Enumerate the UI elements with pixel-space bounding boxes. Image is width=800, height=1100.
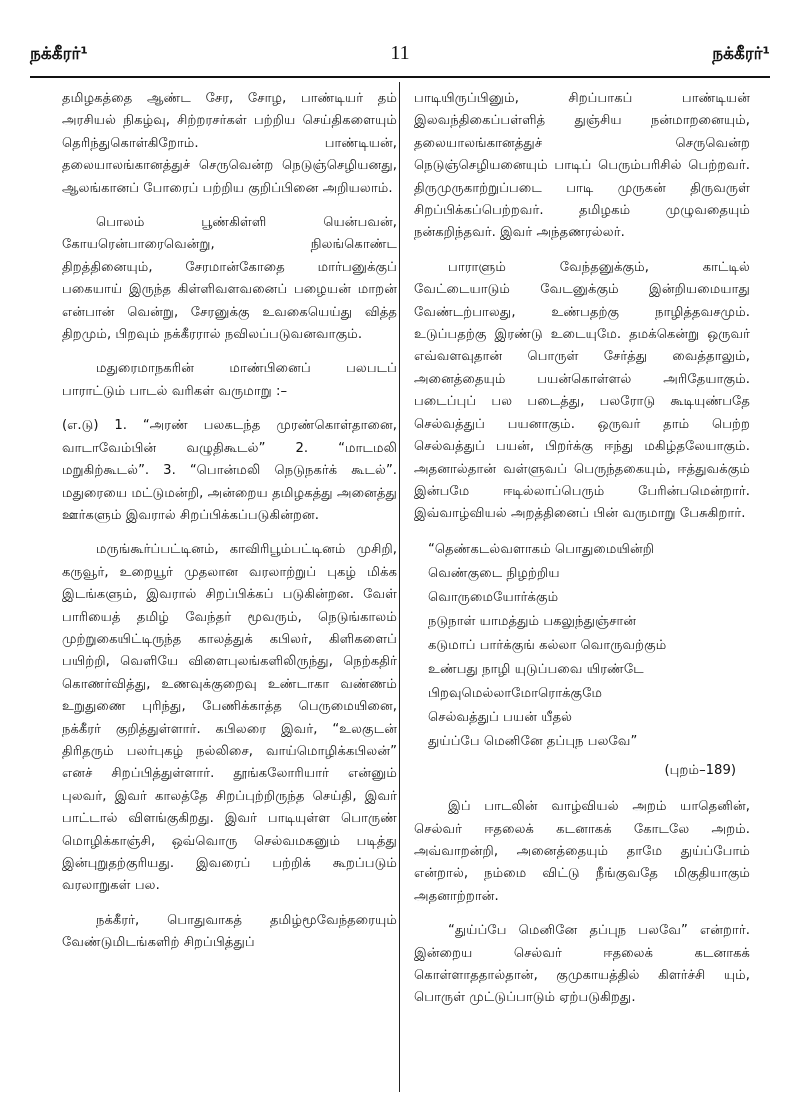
verse-line: “தெண்கடல்வளாகம் பொதுமையின்றி: [428, 541, 655, 557]
paragraph: பாராளும் வேந்தனுக்கும், காட்டில் வேட்டையாடும் வேடனுக்கும் இன்றியமையாது வேண்டற்பாலது, உண்பதற்கு நாழித்தவசமும். உடுப்பதற்கு இரண்டு உடையுமே. தமக்கென்று ஒருவர் எவ்வளவுதான் பொருள் சேர்த்து வைத்தாலும், அனைத்தையும் பயன்கொள்ளல் அரிதேயாகும். படைப்புப் பல படைத்து, பலரோடு கூடியுண்பதே செல்வத்துப் பயனாகும். ஒருவர் தாம் பெற்ற செல்வத்துப் பயன், பிறர்க்கு ஈந்து மகிழ்தலேயாகும். அதனால்தான் வள்ளுவப் பெருந்தகையும், ஈத்துவக்கும் இன்பமே ஈடில்லாப்பெரும் பேரின்பமென்றார். இவ்வாழ்வியல் அறத்தினைப் பின் வருமாறு பேசுகிறார்.: [414, 259, 750, 522]
verse-line: துய்ப்பே மெனினே தப்புந பலவே”: [428, 733, 638, 749]
page-header: [30, 44, 770, 70]
paragraph: மருங்கூர்ப்பட்டினம், காவிரிபூம்பட்டினம் முசிறி, கருவூர், உறையூர் முதலான வரலாற்றுப் புகழ் மிக்க இடங்களும், இவரால் சிறப்பிக்கப் படுகின்றன. வேள் பாரியைத் தமிழ் வேந்தர் மூவரும், நெடுங்காலம் முற்றுகையிட்டிருந்த காலத்துக் கபிலர், கிளிகளைப் பயிற்றி, வெளியே விளைபுலங்களிலிருந்து, நெற்கதிர் கொணர்வித்து, உணவுக்குறைவு உண்டாகா வண்ணம் உறுதுணை புரிந்து, பேணிக்காத்த பெருமையினை, நக்கீரர் குறித்துள்ளார். கபிலரை இவர், “உலகுடன் திரிதரும் பலர்புகழ் நல்லிசை, வாய்மொழிக்கபிலன்” எனச் சிறப்பித்துள்ளார். தூங்கலோரியார் என்னும் புலவர், இவர் காலத்தே சிறப்புற்றிருந்த செய்தி, இவர் பாட்டால் விளங்குகிறது. இவர் பாடியுள்ள பொருண் மொழிக்காஞ்சி, ஒவ்வொரு செல்வமகனும் படித்து இன்புறுதற்குரியது. இவரைப் பற்றிக் கூறப்படும் வரலாறுகள் பல.: [62, 542, 397, 894]
paragraph: இப் பாடலின் வாழ்வியல் அறம் யாதெனின், செல்வர் ஈதலைக் கடனாகக் கோடலே அறம். அவ்வாறன்றி, அனைத்தையும் தாமே துய்ப்போம் என்றால், நம்மை விட்டு நீங்குவதே மிகுதியாகும் அதனாற்றான்.: [414, 799, 750, 904]
running-title-left: நக்கீரர்¹: [30, 44, 88, 64]
paragraph: பாடியிருப்பினும், சிறப்பாகப் பாண்டியன் இலவந்திகைப்பள்ளித் துஞ்சிய நன்மாறனையும், தலையாலங்கானத்துச் செருவென்ற நெடுஞ்செழியனையும் பாடிப் பெரும்பரிசில் பெற்றவர். திருமுருகாற்றுப்படை பாடி முருகன் திருவருள் சிறப்பிக்கப்பெற்றவர். தமிழகம் முழுவதையும் நன்கறிந்தவர். இவர் அந்தணரல்லர்.: [414, 91, 750, 241]
verse-line: வெண்குடை நிழற்றிய: [428, 565, 560, 581]
paragraph: மதுரைமாநகரின் மாண்பினைப் பலபடப் பாராட்டும் பாடல் வரிகள் வருமாறு :–: [62, 361, 397, 399]
left-column: [62, 88, 397, 967]
paragraph: “துய்ப்பே மெனினே தப்புந பலவே” என்றார். இன்றைய செல்வர் ஈதலைக் கடனாகக் கொள்ளாததால்தான், குமுகாயத்தில் கிளர்ச்சி யும், பொருள் முட்டுப்பாடும் ஏற்படுகிறது.: [414, 923, 750, 1006]
verse-line: செல்வத்துப் பயன் யீதல்: [428, 709, 573, 725]
verse-block: [428, 538, 750, 754]
paragraph: (எ.டு) 1. “அரண் பலகடந்த முரண்கொள்தானை, வாடாவேம்பின் வழுதிகூடல்” 2. “மாடமலி மறுகிற்கூடல்”. 3. “பொன்மலி நெடுநகர்க் கூடல்”. மதுரையை மட்டுமன்றி, அன்றைய தமிழகத்து அனைத்து ஊர்களும் இவரால் சிறப்பிக்கப்படுகின்றன.: [62, 418, 397, 523]
paragraph: நக்கீரர், பொதுவாகத் தமிழ்மூவேந்தரையும் வேண்டுமிடங்களிற் சிறப்பித்துப்: [62, 912, 397, 951]
verse-line: வொருமையோர்க்கும்: [428, 589, 559, 605]
verse-line: கடுமாப் பார்க்குங் கல்லா வொருவற்கும்: [428, 637, 667, 653]
column-divider: [399, 82, 400, 1092]
header-rule: [30, 76, 770, 78]
verse-line: பிறவுமெல்லாமோரொக்குமே: [428, 685, 603, 701]
paragraph: பொலம் பூண்கிள்ளி யென்பவன், கோயரென்பாரைவென்று, நிலங்கொண்ட திறத்தினையும், சேரமான்கோதை மார்பனுக்குப் பகையாய் இருந்த கிள்ளிவளவனைப் பழையன் மாறன் என்பான் வென்று, சேரனுக்கு உவகையெய்து வித்த திறமும், பிறவும் நக்கீரரால் நவிலப்படுவனவாகும்.: [62, 215, 397, 343]
verse-reference: (புறம்–189): [664, 762, 736, 778]
running-title-right: நக்கீரர்¹: [712, 44, 770, 64]
page-number: 11: [390, 42, 410, 64]
paragraph: தமிழகத்தை ஆண்ட சேர, சோழ, பாண்டியர் தம் அரசியல் நிகழ்வு, சிற்றரசர்கள் பற்றிய செய்திகளையும் தெரிந்துகொள்கிறோம். பாண்டியன், தலையாலங்கானத்துச் செருவென்ற நெடுஞ்செழியனது, ஆலங்கானப் போரைப் பற்றிய குறிப்பினை அறியலாம்.: [62, 91, 397, 196]
verse-line: உண்பது நாழி யுடுப்பவை யிரண்டே: [428, 661, 644, 677]
verse-line: நடுநாள் யாமத்தும் பகலுந்துஞ்சான்: [428, 613, 637, 629]
right-column: [414, 88, 750, 1022]
